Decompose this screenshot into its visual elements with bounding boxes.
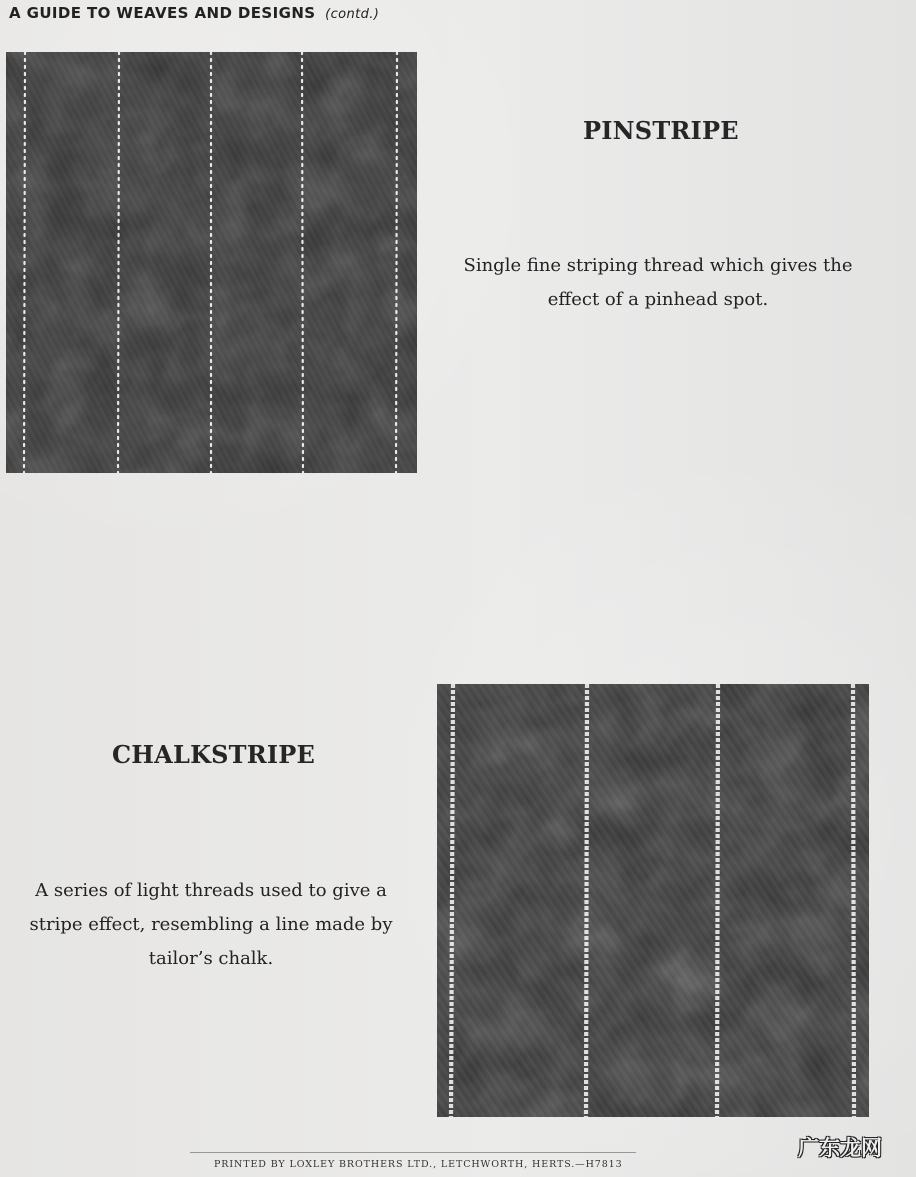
chalkstripe-description-line: tailor’s chalk. <box>148 948 274 969</box>
watermark-text: 广东龙网 <box>798 1136 882 1160</box>
pinstripe-title: PINSTRIPE <box>583 116 739 145</box>
pinstripe-fabric-image <box>6 52 417 473</box>
chalkstripe-fabric-image <box>437 684 869 1117</box>
pinstripe-line <box>24 52 25 473</box>
pinstripe-description-line: Single fine striping thread which gives the <box>463 255 853 276</box>
pinstripe-fabric-svg <box>6 52 417 473</box>
chalkstripe-description <box>7 874 415 976</box>
pinstripe-line <box>396 52 397 473</box>
chalkstripe-fabric-svg <box>437 684 869 1117</box>
pinstripe-line <box>302 52 303 473</box>
chalkstripe-description-line: stripe effect, resembling a line made by <box>29 914 393 935</box>
pinstripe-description-line: effect of a pinhead spot. <box>547 289 769 310</box>
page-header <box>9 4 379 22</box>
pinstripe-line <box>118 52 119 473</box>
pinstripe-description <box>456 249 860 317</box>
header-contd: (contd.) <box>325 7 380 22</box>
footer-rule <box>190 1152 636 1153</box>
chalkstripe-fabric-texture <box>437 684 869 1117</box>
chalkstripe-description-line: A series of light threads used to give a <box>35 880 387 901</box>
printer-footer: PRINTED BY LOXLEY BROTHERS LTD., LETCHWORTH, HERTS.—H7813 <box>214 1159 623 1170</box>
chalkstripe-title: CHALKSTRIPE <box>112 740 316 769</box>
header-title: A GUIDE TO WEAVES AND DESIGNS <box>9 4 316 22</box>
